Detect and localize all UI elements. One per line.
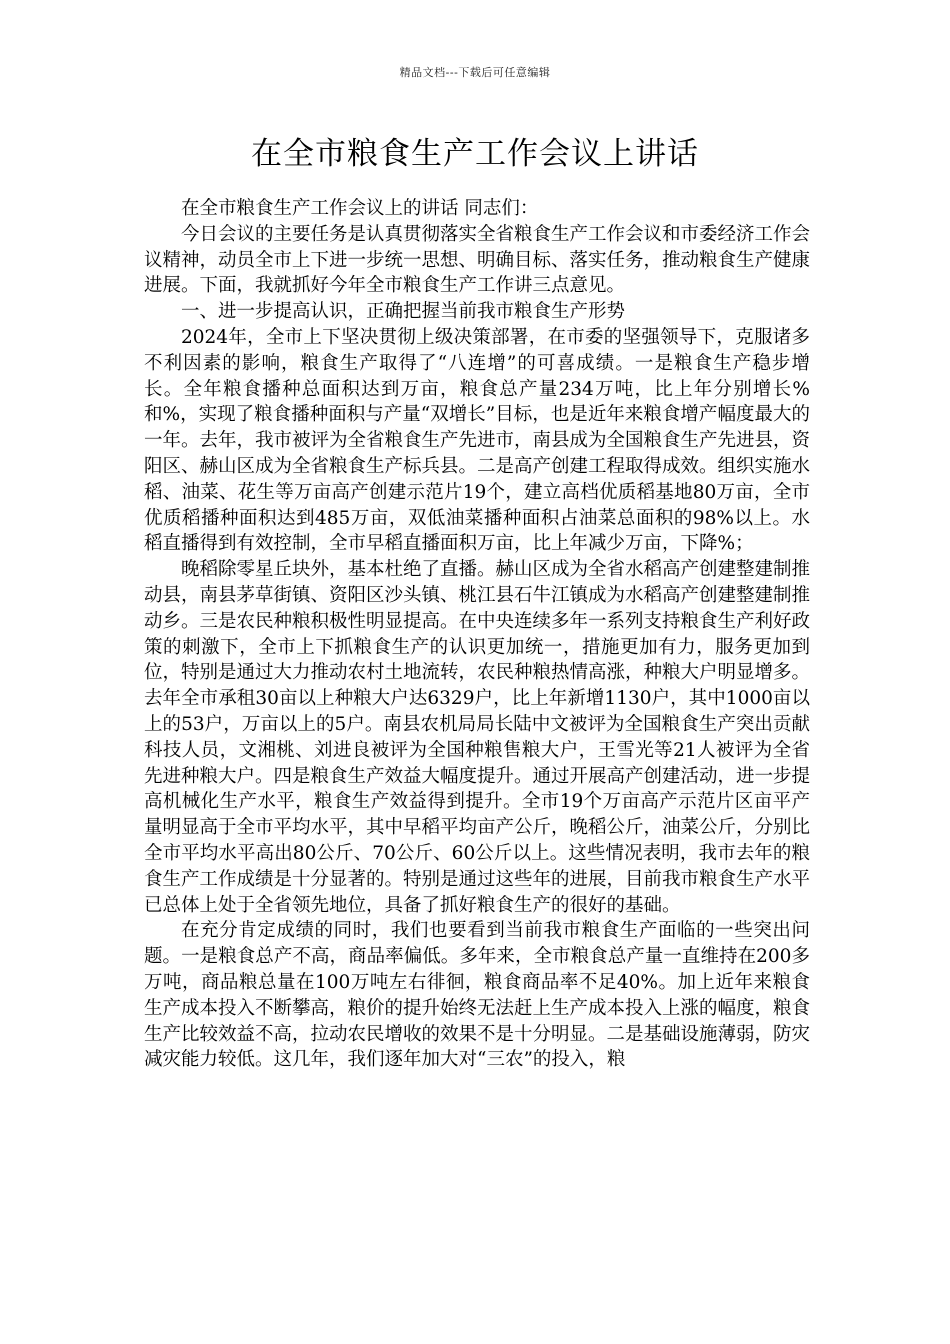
- paragraph-salutation: 在全市粮食生产工作会议上的讲话 同志们：: [181, 198, 539, 219]
- paragraph-problems: 在充分肯定成绩的同时，我们也要看到当前我市粮食生产面临的一些突出问题。一是粮食总产不高，商品率偏低。多年来，全市粮食总产量一直维持在200多万吨，商品粮总量在100万吨左右徘徊，粮食商品率不足40%。加上近年来粮食生产成本投入不断攀高，粮价的提升始终无法赶上生产成本投入上涨的幅度，粮食生产比较效益不高，拉动农民增收的效果不是十分明显。二是基础设施薄弱，防灾减灾能力较低。这几年，我们逐年加大对“三农”的投入，粮: [144, 920, 811, 1071]
- document-body: [144, 196, 810, 1073]
- section-heading-1: 一、进一步提高认识，正确把握当前我市粮食生产形势: [181, 301, 626, 323]
- document-title: 在全市粮食生产工作会议上讲话: [251, 136, 699, 172]
- paragraph-intro: 今日会议的主要任务是认真贯彻落实全省粮食生产工作会议和市委经济工作会议精神，动员全市上下进一步统一思想、明确目标、落实任务，推动粮食生产健康进展。下面，我就抓好今年全市粮食生产工作讲三点意见。: [144, 223, 811, 297]
- paragraph-achievements: 2024年，全市上下坚决贯彻上级决策部署，在市委的坚强领导下，克服诸多不利因素的影响，粮食生产取得了“八连增”的可喜成绩。一是粮食生产稳步增长。全年粮食播种总面积达到万亩，粮食总产量234万吨，比上年分别增长%和%，实现了粮食播种面积与产量“双增长”目标，也是近年来粮食增产幅度最大的一年。去年，我市被评为全省粮食生产先进市，南县成为全国粮食生产先进县，资阳区、赫山区成为全省粮食生产标兵县。二是高产创建工程取得成效。组织实施水稻、油菜、花生等万亩高产创建示范片19个，建立高档优质稻基地80万亩，全市优质稻播种面积达到485万亩，双低油菜播种面积占油菜总面积的98%以上。水稻直播得到有效控制，全市早稻直播面积万亩，比上年减少万亩，下降%；: [144, 326, 811, 555]
- paragraph-achievements-continued: 晚稻除零星丘块外，基本杜绝了直播。赫山区成为全省水稻高产创建整建制推动县，南县茅草街镇、资阳区沙头镇、桃江县石牛江镇成为水稻高产创建整建制推动乡。三是农民种粮积极性明显提高。在中央连续多年一系列支持粮食生产利好政策的刺激下，全市上下抓粮食生产的认识更加统一，措施更加有力，服务更加到位，特别是通过大力推动农村土地流转，农民种粮热情高涨，种粮大户明显增多。去年全市承租30亩以上种粮大户达6329户，比上年新增1130户，其中1000亩以上的53户，万亩以上的5户。南县农机局局长陆中文被评为全国粮食生产突出贡献科技人员，文湘桃、刘进良被评为全国种粮售粮大户，王雪光等21人被评为全省先进种粮大户。四是粮食生产效益大幅度提升。通过开展高产创建活动，进一步提高机械化生产水平，粮食生产效益得到提升。全市19个万亩高产示范片区亩平产量明显高于全市平均水平，其中早稻平均亩产公斤，晚稻公斤，油菜公斤，分别比全市平均水平高出80公斤、70公斤、60公斤以上。这些情况表明，我市去年的粮食生产工作成绩是十分显著的。特别是通过这些年的进展，目前我市粮食生产水平已总体上处于全省领先地位，具备了抓好粮食生产的很好的基础。: [144, 559, 811, 916]
- header-note: 精品文档---下载后可任意编辑: [399, 66, 551, 79]
